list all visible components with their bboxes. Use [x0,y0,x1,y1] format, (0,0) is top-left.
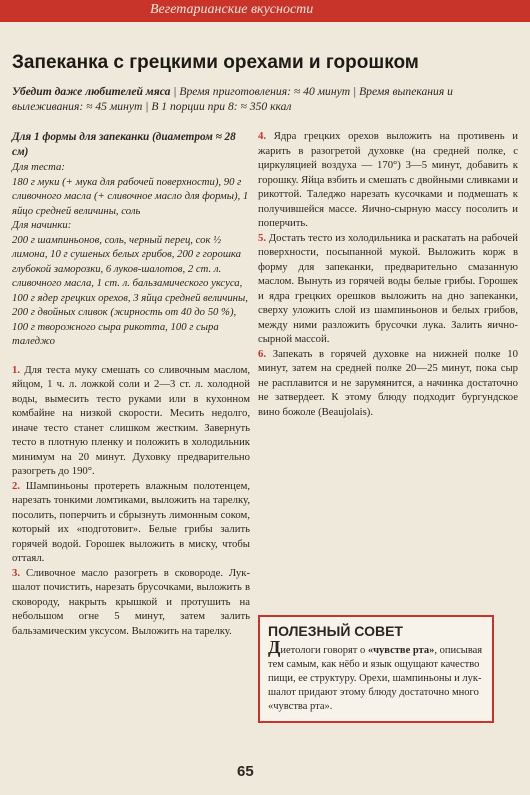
step-text: Ядра грецких орехов выложить на противень и жарить в разогретой духовке (на средней полке, с циркуляцией воздуха — 170°) 3—5 минут, добавить к горошку. Яйца взбить и смешать с двойными сливками и рикоттой. Таледжо нарезать кусочками и подмешать к получившейся массе. Яично-сырную массу посолить и поперчить. [258,130,518,229]
tip-text [268,637,484,714]
step-text: Достать тесто из холодильника и раскатать на рабочей поверхности, посыпанной мукой. Выложить корж в форму для запеканки, предварительно смазанную маслом. Вынуть из горячей воды белые грибы. Горошек и ядра грецких орешков выложить на дно запеканки, сверху уложить слой из шампиньонов и белых грибов, между ними разложить брусочки лука. Залить яично-сырной массой. [258,231,518,345]
step-number: 2. [12,479,21,492]
right-column [258,129,518,419]
step-6 [258,347,518,420]
section-title: Вегетарианские вкусности [150,2,314,17]
page-number: 65 [237,763,254,780]
step-text: Шампиньоны протереть влажным полотенцем, нарезать тонкими ломтиками, выложить на тарелку, посолить, поперчить и сбрызнуть лимонным соком, который их «подготовит». Белые грибы залить горячей водой. Горошек выложить в миску, чтобы оттаял. [12,479,251,564]
tip-text-after: , описывая тем самым, как нёбо и язык ощущают качество пищи, ее структуру. Орехи, шампиньоны и лук-шалот придают этому блюду достаточно много «чувства рта». [268,645,483,712]
step-text: Запекать в горячей духовке на нижней полке 10 минут, затем на средней полке 20—25 минут, пока сыр не расплавится и не зарумянится, а начинка достаточно не затвердеет. К этому блюду подходит бургундское вино божоле (Beaujolais). [258,347,518,418]
tip-dropcap: Д [268,637,281,657]
filling-label: Для начинки: [12,219,72,231]
step-number: 6. [258,347,267,360]
ingredients-heading: Для 1 формы для запеканки (диаметром ≈ 28 см) [12,131,236,158]
tip-box [258,615,494,723]
dough-ingredients: 180 г муки (+ мука для рабочей поверхности), 90 г сливочного масла (+ сливочное масло для формы), 1 яйцо средней величины, соль [12,175,249,217]
step-3 [12,566,250,639]
recipe-meta: | Время приготовления: ≈ 40 минут | Время выпекания и вылеживания: ≈ 45 минут | В 1 порции при 8: ≈ 350 ккал [12,85,453,113]
step-number: 3. [12,566,21,579]
step-5 [258,231,518,347]
step-1 [12,363,250,479]
recipe-subtitle [12,84,512,114]
step-number: 5. [258,231,267,244]
section-banner [0,0,530,22]
step-number: 1. [12,363,21,376]
step-number: 4. [258,130,267,142]
step-text: Сливочное масло разогреть в сковороде. Лук-шалот почистить, нарезать брусочками, выложить в сковороду, накрыть крышкой и протушить на небольшом огне 5 минут, затем залить бальзамическим уксусом. Выложить на тарелку. [12,566,251,637]
step-text: Для теста муку смешать со сливочным маслом, яйцом, 1 ч. л. ложкой соли и 2—3 ст. л. холодной воды, вымесить тесто руками или в кухонном комбайне на низкой скорости. Месить недолго, иначе тесто станет слишком жестким. Завернуть тесто в плотную пленку и положить в холодильник минимум на 20 минут. Духовку предварительно разогреть до 190°. [12,363,251,477]
steps-left [12,363,250,639]
tip-text-before: иетологи говорят о [280,645,368,656]
tip-highlight: «чувстве рта» [367,645,435,656]
tip-title: ПОЛЕЗНЫЙ СОВЕТ [268,623,403,639]
recipe-title: Запеканка с грецкими орехами и горошком [12,52,419,73]
recipe-tagline: Убедит даже любителей мяса [12,85,171,98]
left-column [12,130,250,638]
step-4 [258,129,518,231]
filling-ingredients: 200 г шампиньонов, соль, черный перец, сок ½ лимона, 10 г сушеных белых грибов, 200 г горошка глубокой заморозки, 6 луков-шалотов, 2 ст. л. сливочного масла, 1 ст. л. бальзамического уксуса, 100 г ядер грецких орехов, 3 яйца средней величины, 200 г двойных сливок (жирность от 40 до 50 %), 100 г творожного сыра рикотта, 100 г сыра таледжо [12,233,248,347]
dough-label: Для теста: [12,161,65,173]
step-2 [12,479,250,566]
